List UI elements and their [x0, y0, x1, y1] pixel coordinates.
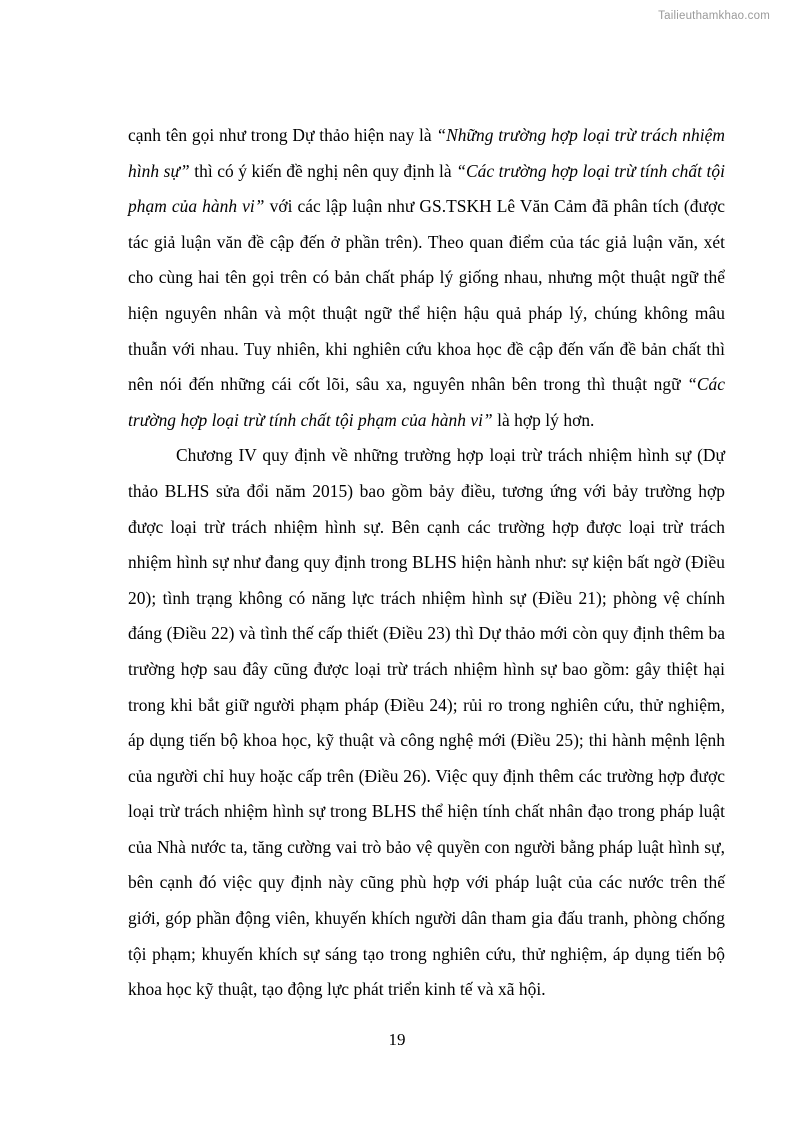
- watermark-text: Tailieuthamkhao.com: [658, 10, 770, 22]
- paragraph-1-part-4: là hợp lý hơn.: [492, 409, 595, 430]
- document-body: [128, 118, 725, 1008]
- paragraph-2: Chương IV quy định về những trường hợp loại trừ trách nhiệm hình sự (Dự thảo BLHS sửa đổi năm 2015) bao gồm bảy điều, tương ứng với bảy trường hợp được loại trừ trách nhiệm hình sự. Bên cạnh các trường hợp được loại trừ trách nhiệm hình sự như đang quy định trong BLHS hiện hành như: sự kiện bất ngờ (Điều 20); tình trạng không có năng lực trách nhiệm hình sự (Điều 21); phòng vệ chính đáng (Điều 22) và tình thế cấp thiết (Điều 23) thì Dự thảo mới còn quy định thêm ba trường hợp sau đây cũng được loại trừ trách nhiệm hình sự bao gồm: gây thiệt hại trong khi bắt giữ người phạm pháp (Điều 24); rủi ro trong nghiên cứu, thử nghiệm, áp dụng tiến bộ khoa học, kỹ thuật và công nghệ mới (Điều 25); thi hành mệnh lệnh của người chỉ huy hoặc cấp trên (Điều 26). Việc quy định thêm các trường hợp được loại trừ trách nhiệm hình sự trong BLHS thể hiện tính chất nhân đạo trong pháp luật của Nhà nước ta, tăng cường vai trò bảo vệ quyền con người bằng pháp luật hình sự, bên cạnh đó việc quy định này cũng phù hợp với pháp luật của các nước trên thế giới, góp phần động viên, khuyến khích người dân tham gia đấu tranh, phòng chống tội phạm; khuyến khích sự sáng tạo trong nghiên cứu, thử nghiệm, áp dụng tiến bộ khoa học kỹ thuật, tạo động lực phát triển kinh tế và xã hội.: [128, 445, 725, 1000]
- paragraph-1-part-3: với các lập luận như GS.TSKH Lê Văn Cảm đã phân tích (được tác giả luận văn đề cập đến ở phần trên). Theo quan điểm của tác giả luận văn, xét cho cùng hai tên gọi trên có bản chất pháp lý giống nhau, nhưng một thuật ngữ thể hiện nguyên nhân và một thuật ngữ thể hiện hậu quả pháp lý, chúng không mâu thuẫn với nhau. Tuy nhiên, khi nghiên cứu khoa học đề cập đến vấn đề bản chất thì nên nói đến những cái cốt lõi, sâu xa, nguyên nhân bên trong thì thuật ngữ: [128, 196, 726, 395]
- paragraph-1: [128, 118, 725, 438]
- paragraph-1-quote-1: “Những trường hợp loại trừ trách nhiệm hình sự”: [128, 125, 725, 181]
- paragraph-1-quote-3: “Các trường hợp loại trừ tính chất tội phạm của hành vi”: [128, 374, 725, 430]
- paragraph-1-part-1: cạnh tên gọi như trong Dự thảo hiện nay là: [128, 125, 437, 145]
- page-number: 19: [388, 1030, 406, 1049]
- paragraph-1-quote-2: “Các trường hợp loại trừ tính chất tội phạm của hành vi”: [128, 160, 725, 217]
- paragraph-1-part-2: thì có ý kiến đề nghị nên quy định là: [189, 160, 457, 181]
